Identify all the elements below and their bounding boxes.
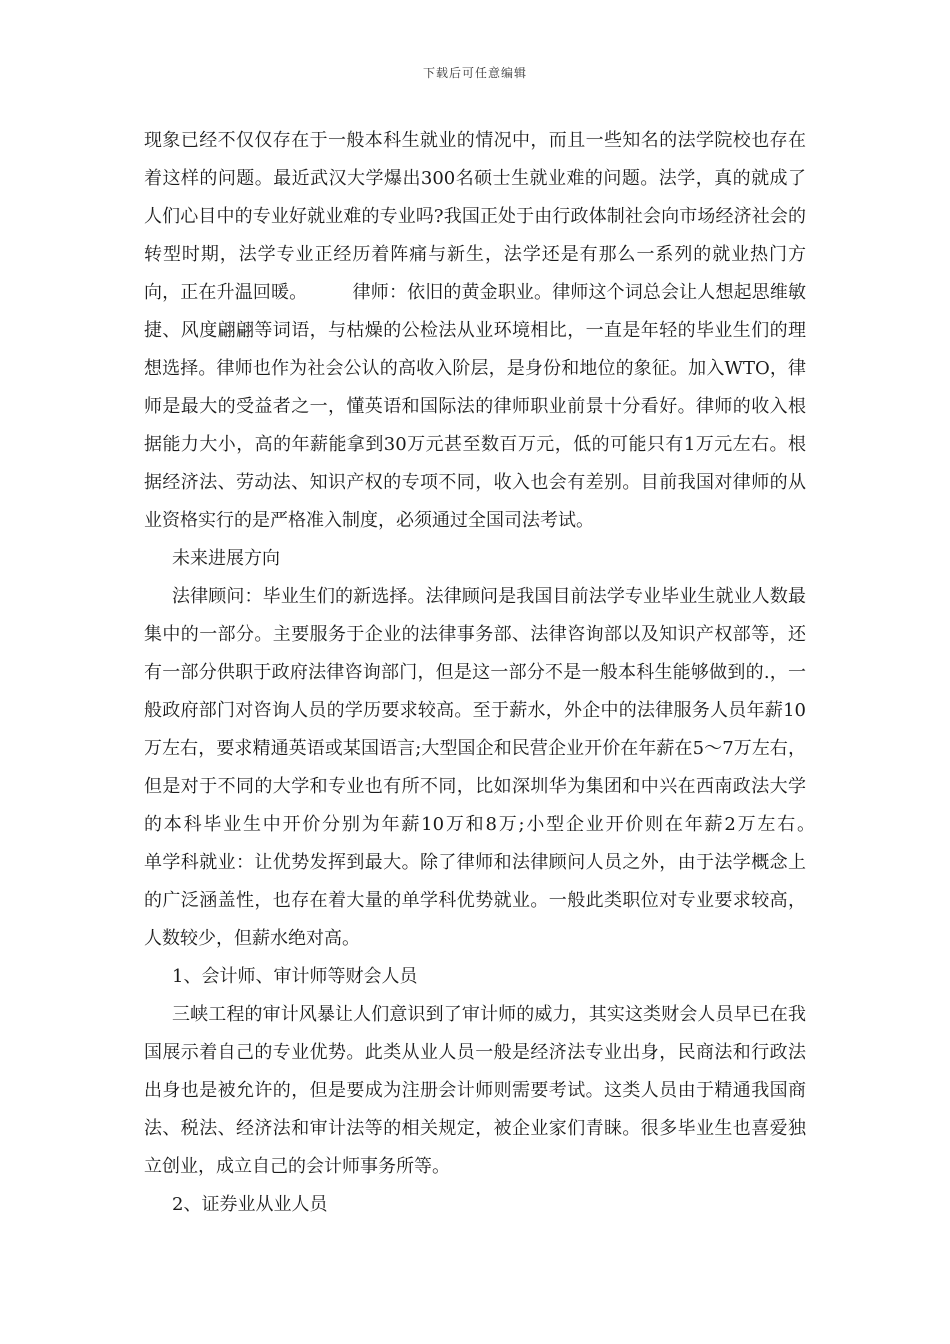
page-header: 下载后可任意编辑 [422, 66, 527, 80]
paragraph-accountant: 三峡工程的审计风暴让人们意识到了审计师的威力，其实这类财会人员早已在我国展示着自己的专业优势。此类从业人员一般是经济法专业出身，民商法和行政法出身也是被允许的，但是要成为注册会计师则需要考试。这类人员由于精通我国商法、税法、经济法和审计法等的相关规定，被企业家们青睐。很多毕业生也喜爱独立创业，成立自己的会计师事务所等。 [144, 1004, 806, 1177]
paragraph-legal-advisor: 法律顾问：毕业生们的新选择。法律顾问是我国目前法学专业毕业生就业人数最集中的一部分。主要服务于企业的法律事务部、法律咨询部以及知识产权部等，还有一部分供职于政府法律咨询部门，但是这一部分不是一般本科生能够做到的.，一般政府部门对咨询人员的学历要求较高。至于薪水，外企中的法律服务人员年薪10万左右，要求精通英语或某国语言;大型国企和民营企业开价在年薪在5～7万左右，但是对于不同的大学和专业也有所不同，比如深圳华为集团和中兴在西南政法大学的本科毕业生中开价分别为年薪10万和8万;小型企业开价则在年薪2万左右。 单学科就业：让优势发挥到最大。除了律师和法律顾问人员之外，由于法学概念上的广泛涵盖性，也存在着大量的单学科优势就业。一般此类职位对专业要求较高，人数较少，但薪水绝对高。 [144, 586, 860, 949]
section-heading-future-direction: 未来进展方向 [172, 548, 280, 569]
list-heading-securities: 2、证券业从业人员 [172, 1194, 328, 1215]
list-heading-accountant: 1、会计师、审计师等财会人员 [172, 966, 418, 987]
document-body [144, 122, 860, 1224]
paragraph-law-employment: 现象已经不仅仅存在于一般本科生就业的情况中，而且一些知名的法学院校也存在着这样的问题。最近武汉大学爆出300名硕士生就业难的问题。法学，真的就成了人们心目中的专业好就业难的专业吗?我国正处于由行政体制社会向市场经济社会的转型时期，法学专业正经历着阵痛与新生，法学还是有那么一系列的就业热门方向，正在升温回暖。 律师：依旧的黄金职业。律师这个词总会让人想起思维敏捷、风度翩翩等词语，与枯燥的公检法从业环境相比，一直是年轻的毕业生们的理想选择。律师也作为社会公认的高收入阶层，是身份和地位的象征。加入WTO，律师是最大的受益者之一，懂英语和国际法的律师职业前景十分看好。律师的收入根据能力大小，高的年薪能拿到30万元甚至数百万元，低的可能只有1万元左右。根据经济法、劳动法、知识产权的专项不同，收入也会有差别。目前我国对律师的从业资格实行的是严格准入制度，必须通过全国司法考试。 [144, 130, 806, 531]
